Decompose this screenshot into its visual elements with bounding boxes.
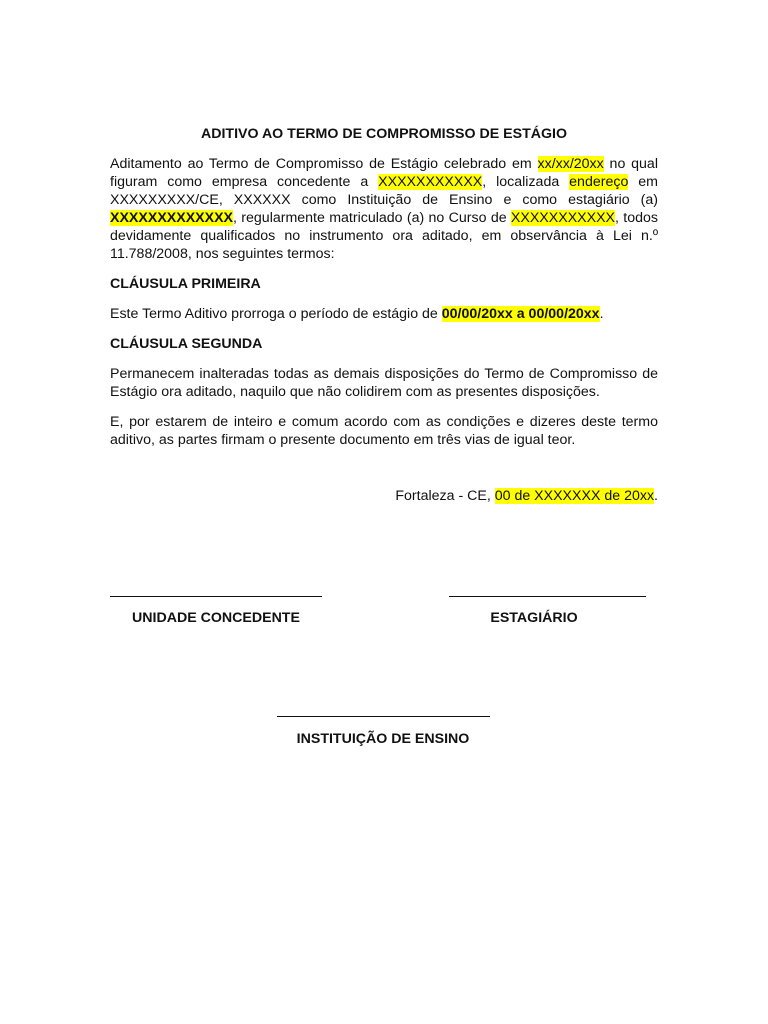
intro-paragraph bbox=[110, 155, 658, 263]
highlight-intern: XXXXXXXXXXXXX bbox=[110, 210, 234, 226]
clause-1-heading: CLÁUSULA PRIMEIRA bbox=[110, 276, 261, 292]
signature-line-concedente bbox=[110, 596, 322, 597]
clause-2-text: Permanecem inalteradas todas as demais disposições do Termo de Compromisso de Estágio ora aditado, naquilo que não colidirem com as presentes disposições. bbox=[110, 366, 658, 400]
document-title: ADITIVO AO TERMO DE COMPROMISSO DE ESTÁGIO bbox=[200, 126, 567, 142]
clause-2-heading: CLÁUSULA SEGUNDA bbox=[110, 336, 263, 352]
highlight-date: xx/xx/20xx bbox=[537, 156, 604, 172]
signature-label-concedente: UNIDADE CONCEDENTE bbox=[132, 610, 300, 626]
intro-text: , localizada bbox=[482, 174, 570, 190]
intro-text: , regularmente matriculado (a) no Curso de bbox=[233, 210, 511, 226]
place-text: Fortaleza - CE, bbox=[395, 488, 495, 504]
signature-line-estagiario bbox=[449, 596, 646, 597]
place-date bbox=[110, 487, 658, 505]
signature-label-estagiario: ESTAGIÁRIO bbox=[490, 610, 578, 626]
highlight-course: XXXXXXXXXXX bbox=[510, 210, 616, 226]
intro-text: Aditamento ao Termo de Compromisso de Estágio celebrado em bbox=[110, 156, 538, 172]
signature-line-instituicao bbox=[277, 716, 490, 717]
clause-1-body: Este Termo Aditivo prorroga o período de estágio de bbox=[110, 306, 442, 322]
closing-paragraph: E, por estarem de inteiro e comum acordo com as condições e dizeres deste termo aditivo, as partes firmam o presente documento em três vias de igual teor. bbox=[110, 414, 658, 448]
highlight-address: endereço bbox=[569, 174, 629, 190]
signature-label-instituicao: INSTITUIÇÃO DE ENSINO bbox=[296, 731, 470, 747]
highlight-company: XXXXXXXXXXX bbox=[378, 174, 483, 190]
intro-text: no qual figuram como empresa concedente a bbox=[110, 156, 658, 190]
intro-text: em XXXXXXXXX/CE, XXXXXX como Instituição de Ensino e como estagiário (a) bbox=[110, 174, 658, 208]
intro-text: , todos devidamente qualificados no instrumento ora aditado, em observância à Lei n.º 11.788/2008, nos seguintes termos: bbox=[110, 210, 658, 262]
place-end: . bbox=[654, 488, 658, 504]
clause-1-end: . bbox=[599, 306, 604, 322]
highlight-signing-date: 00 de XXXXXXX de 20xx bbox=[494, 488, 655, 504]
document-body bbox=[110, 125, 658, 519]
highlight-period: 00/00/20xx a 00/00/20xx bbox=[441, 306, 600, 322]
clause-1-text bbox=[110, 305, 658, 323]
